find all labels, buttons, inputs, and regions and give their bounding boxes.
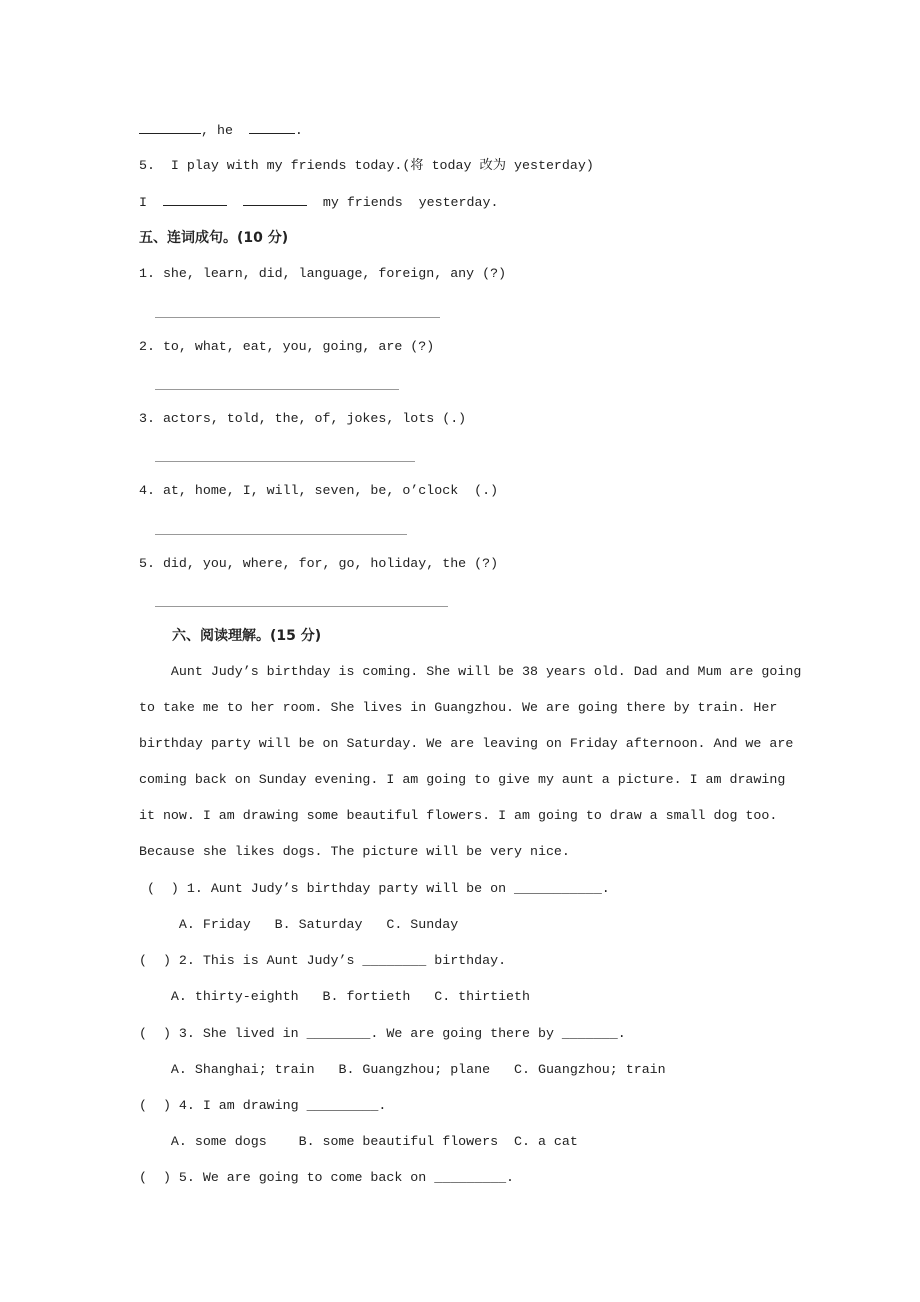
passage-line: Because she likes dogs. The picture will be very nice.: [139, 844, 570, 859]
question-5-answer-line: [139, 193, 498, 211]
passage-line: birthday party will be on Saturday. We are leaving on Friday afternoon. And we are: [139, 736, 794, 751]
answer-line[interactable]: [155, 534, 407, 535]
section-5-title: 五、连词成句。(10 分): [139, 230, 289, 246]
reading-options: A. Friday B. Saturday C. Sunday: [139, 917, 459, 932]
previous-question-line: , he .: [139, 121, 303, 139]
reading-options: A. some dogs B. some beautiful flowers C. a cat: [139, 1134, 578, 1149]
answer-line[interactable]: [155, 389, 399, 390]
line-text: , he: [201, 123, 233, 138]
reading-question: ( ) 5. We are going to come back on _________.: [139, 1170, 515, 1185]
passage-line: coming back on Sunday evening. I am going to give my aunt a picture. I am drawing: [139, 772, 786, 787]
reading-options: A. thirty-eighth B. fortieth C. thirtieth: [139, 989, 530, 1004]
passage-line: to take me to her room. She lives in Guangzhou. We are going there by train. Her: [139, 700, 778, 715]
passage-line: it now. I am drawing some beautiful flowers. I am going to draw a small dog too.: [139, 808, 778, 823]
answer-line[interactable]: [155, 317, 440, 318]
answer-blank[interactable]: [163, 193, 227, 206]
reorder-item: 4. at, home, I, will, seven, be, o’clock (.): [139, 483, 499, 498]
question-5: 5. I play with my friends today.(将 today 改为 yesterday): [139, 158, 594, 173]
passage-line: Aunt Judy’s birthday is coming. She will be 38 years old. Dad and Mum are going: [139, 664, 802, 679]
answer-line[interactable]: [155, 606, 448, 607]
answer-line[interactable]: [155, 461, 415, 462]
reorder-item: 1. she, learn, did, language, foreign, any (?): [139, 266, 507, 281]
reading-question: ( ) 1. Aunt Judy’s birthday party will be on ___________.: [139, 881, 610, 896]
reorder-item: 3. actors, told, the, of, jokes, lots (.): [139, 411, 467, 426]
reading-question: ( ) 3. She lived in ________. We are going there by _______.: [139, 1026, 626, 1041]
reading-options: A. Shanghai; train B. Guangzhou; plane C. Guangzhou; train: [139, 1062, 666, 1077]
reorder-item: 5. did, you, where, for, go, holiday, the (?): [139, 556, 499, 571]
reading-question: ( ) 4. I am drawing _________.: [139, 1098, 387, 1113]
line-text: I: [139, 195, 147, 210]
answer-blank[interactable]: [139, 121, 201, 134]
section-6-title: 六、阅读理解。(15 分): [172, 628, 322, 644]
answer-blank[interactable]: [249, 121, 295, 134]
line-text: my friends yesterday.: [322, 195, 499, 210]
answer-blank[interactable]: [243, 193, 307, 206]
reorder-item: 2. to, what, eat, you, going, are (?): [139, 339, 435, 354]
reading-question: ( ) 2. This is Aunt Judy’s ________ birthday.: [139, 953, 507, 968]
